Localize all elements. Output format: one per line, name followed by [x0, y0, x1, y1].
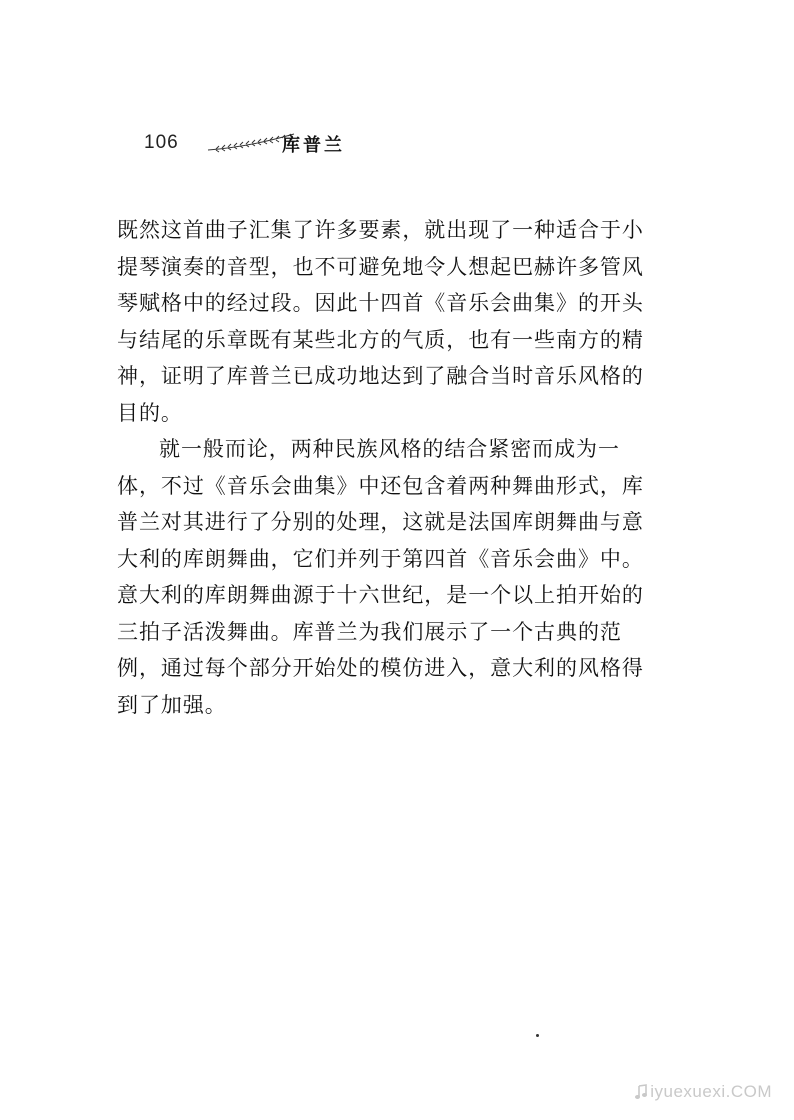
text-line: 目的。 — [117, 400, 183, 425]
text-line: 普兰对其进行了分别的处理，这就是法国库朗舞曲与意 — [117, 510, 644, 534]
text-line: 三拍子活泼舞曲。库普兰为我们展示了一个古典的范 — [117, 619, 622, 644]
watermark — [634, 1082, 772, 1102]
text-line: 与结尾的乐章既有某些北方的气质，也有一些南方的精 — [117, 327, 644, 352]
text-line: 大利的库朗舞曲，它们并列于第四首《音乐会曲》中。 — [117, 546, 644, 571]
text-line: 既然这首曲子汇集了许多要素，就出现了一种适合于小 — [117, 218, 644, 242]
body-text — [117, 212, 673, 723]
text-line: 体，不过《音乐会曲集》中还包含着两种舞曲形式，库 — [117, 473, 644, 498]
paragraph-1 — [117, 212, 673, 431]
watermark-text: iyuexuexi.COM — [650, 1082, 772, 1101]
paragraph-2 — [117, 431, 673, 723]
text-line: 意大利的库朗舞曲源于十六世纪，是一个以上拍开始的 — [117, 583, 644, 607]
music-note-icon — [634, 1084, 648, 1100]
text-line: 神，证明了库普兰已成功地达到了融合当时音乐风格的 — [117, 364, 644, 388]
text-line: 例，通过每个部分开始处的模仿进入，意大利的风格得 — [117, 656, 644, 680]
running-title: 库普兰 — [282, 135, 345, 156]
page-number: 106 — [144, 132, 179, 153]
page-header — [144, 130, 444, 160]
text-line: 琴赋格中的经过段。因此十四首《音乐会曲集》的开头 — [117, 291, 644, 315]
text-line: 到了加强。 — [117, 692, 227, 717]
scan-dot — [536, 1034, 539, 1037]
text-line: 就一般而论，两种民族风格的结合紧密而成为一 — [159, 437, 620, 461]
text-line: 提琴演奏的音型，也不可避免地令人想起巴赫许多管风 — [117, 254, 644, 279]
